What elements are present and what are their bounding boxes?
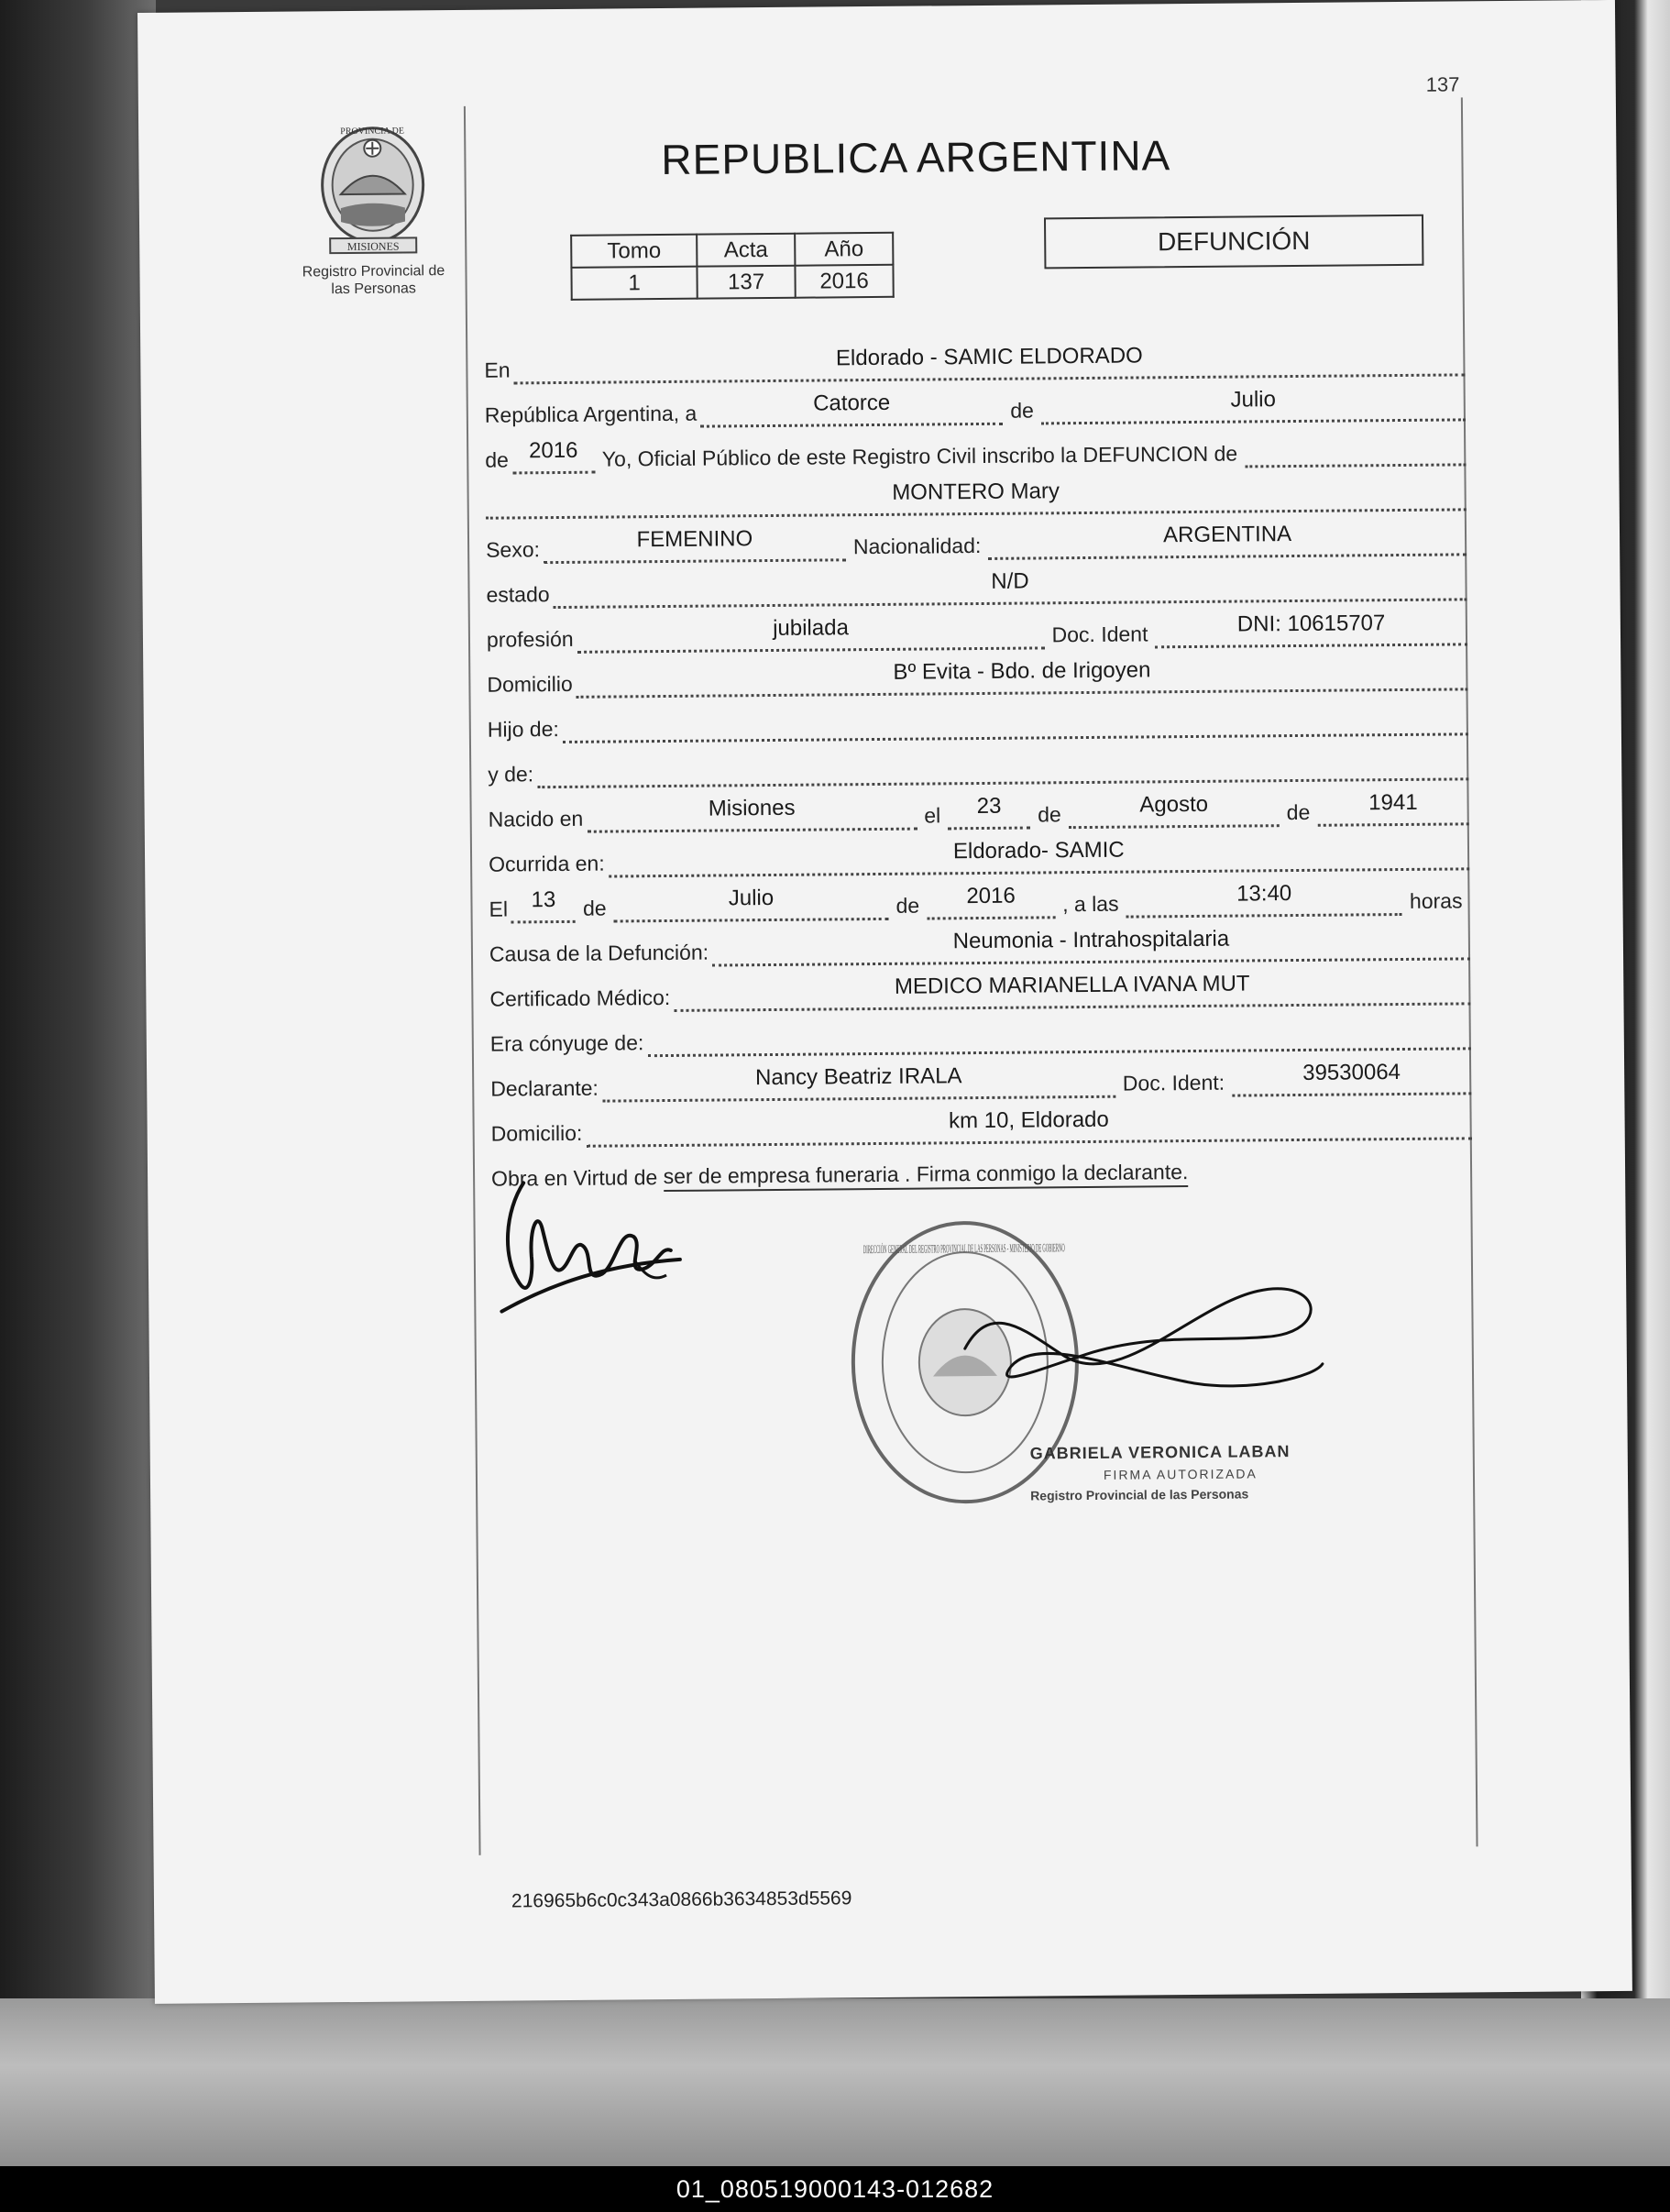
horas-label: horas (1409, 888, 1463, 913)
de-label: de (1010, 398, 1034, 423)
death-certificate-page (137, 0, 1632, 2004)
nacionalidad-field: ARGENTINA (988, 520, 1467, 560)
certificado-field: MEDICO MARIANELLA IVANA MUT (674, 969, 1470, 1012)
official-name: GABRIELA VERONICA LABAN (1029, 1442, 1291, 1463)
en-label: En (484, 358, 511, 382)
domicilio-label-2: Domicilio: (490, 1120, 583, 1146)
emblem-text-bottom: MISIONES (346, 239, 400, 254)
stamp-text: DIRECCIÓN GENERAL DEL REGISTRO PROVINCIAL DE LAS PERSONAS - MINISTERIO DE GOBIERNO (862, 1237, 1419, 1257)
sexo-label: Sexo: (486, 537, 541, 562)
certificado-label: Certificado Médico: (489, 985, 671, 1011)
registry-label-line1: Registro Provincial de (302, 263, 445, 281)
profesion-label: profesión (486, 626, 574, 652)
fall-dia-field: 13 (511, 887, 576, 924)
nacido-mes-field: Agosto (1069, 791, 1280, 829)
country-title: REPUBLICA ARGENTINA (661, 131, 1171, 184)
estado-field: N/D (553, 565, 1467, 609)
lugar-field: Eldorado - SAMIC ELDORADO (513, 340, 1465, 384)
de-label-4: de (1286, 799, 1311, 825)
ocurrida-label: Ocurrida en: (489, 851, 605, 876)
republica-label: República Argentina, a (484, 401, 698, 427)
doc-field: DNI: 10615707 (1155, 610, 1467, 648)
left-margin-line (464, 106, 481, 1855)
a-las-label: , a las (1062, 891, 1119, 917)
nacionalidad-label: Nacionalidad: (852, 533, 982, 559)
record-type-box: DEFUNCIÓN (1044, 215, 1423, 270)
statement-text: Yo, Oficial Público de este Registro Civil inscribo la DEFUNCION de (601, 441, 1238, 471)
page-number: 137 (1425, 72, 1460, 96)
tomo-header: Tomo (571, 235, 697, 268)
de-label-5: de (582, 896, 607, 920)
doc-label: Doc. Ident (1051, 622, 1148, 647)
causa-label: Causa de la Defunción: (489, 940, 709, 966)
profesion-field: jubilada (577, 613, 1044, 653)
de-label-6: de (895, 893, 920, 918)
emblem-text-top: PROVINCIA DE (340, 126, 405, 138)
official-signature-icon (955, 1277, 1341, 1418)
nacido-label: Nacido en (488, 806, 584, 831)
certificate-form (484, 331, 1472, 1193)
official-registry: Registro Provincial de las Personas (1030, 1486, 1249, 1503)
el-label-2: El (489, 897, 509, 921)
acta-header: Acta (697, 234, 795, 267)
nombre-field: MONTERO Mary (485, 475, 1466, 519)
dia-field: Catorce (700, 390, 1003, 428)
anio-header: Año (795, 233, 893, 266)
sexo-field: FEMENINO (544, 525, 846, 564)
declarante-doc-field: 39530064 (1232, 1059, 1471, 1096)
fall-anio-field: 2016 (927, 883, 1055, 919)
anio-value: 2016 (795, 265, 893, 298)
declarante-domicilio-field: km 10, Eldorado (586, 1104, 1472, 1147)
declarante-field: Nancy Beatriz IRALA (602, 1062, 1115, 1103)
hijo-label: Hijo de: (487, 717, 559, 742)
registry-label-line2: las Personas (331, 281, 416, 298)
nacido-lugar-field: Misiones (587, 795, 917, 833)
estado-label: estado (486, 582, 550, 607)
acta-value: 137 (697, 266, 795, 299)
nacido-anio-field: 1941 (1317, 789, 1469, 826)
record-info-table (570, 232, 895, 301)
anio-field: 2016 (512, 438, 595, 475)
ocurrida-field: Eldorado- SAMIC (608, 834, 1469, 877)
de-label-2: de (485, 447, 509, 472)
obra-text: ser de empresa funeraria . Firma conmigo la declarante. (664, 1160, 1189, 1192)
el-label: el (924, 803, 941, 828)
doc-label-2: Doc. Ident: (1122, 1070, 1225, 1095)
tomo-value: 1 (571, 267, 697, 300)
causa-field: Neumonia - Intrahospitalaria (712, 924, 1470, 966)
file-id-bar: 01_080519000143-012682 (0, 2166, 1670, 2212)
fall-mes-field: Julio (613, 885, 888, 923)
background-bottom (0, 1998, 1670, 2166)
registry-label (277, 262, 469, 299)
conyuge-label: Era cónyuge de: (489, 1030, 644, 1056)
declarante-label: Declarante: (490, 1075, 599, 1101)
nacido-dia-field: 23 (948, 794, 1030, 831)
y-de-label: y de: (488, 762, 534, 787)
domicilio-field: Bº Evita - Bdo. de Irigoyen (577, 655, 1468, 698)
obra-prefix: Obra en Virtud de (490, 1165, 658, 1191)
mes-field: Julio (1041, 385, 1466, 424)
document-hash: 216965b6c0c343a0866b3634853d5569 (511, 1887, 852, 1912)
misiones-coat-of-arms-icon (313, 120, 433, 259)
fall-hora-field: 13:40 (1126, 880, 1402, 919)
declarant-signature-icon (496, 1172, 689, 1330)
domicilio-label: Domicilio (487, 671, 573, 697)
official-role: FIRMA AUTORIZADA (1103, 1466, 1258, 1482)
background-left (0, 0, 156, 2166)
de-label-3: de (1038, 802, 1061, 827)
